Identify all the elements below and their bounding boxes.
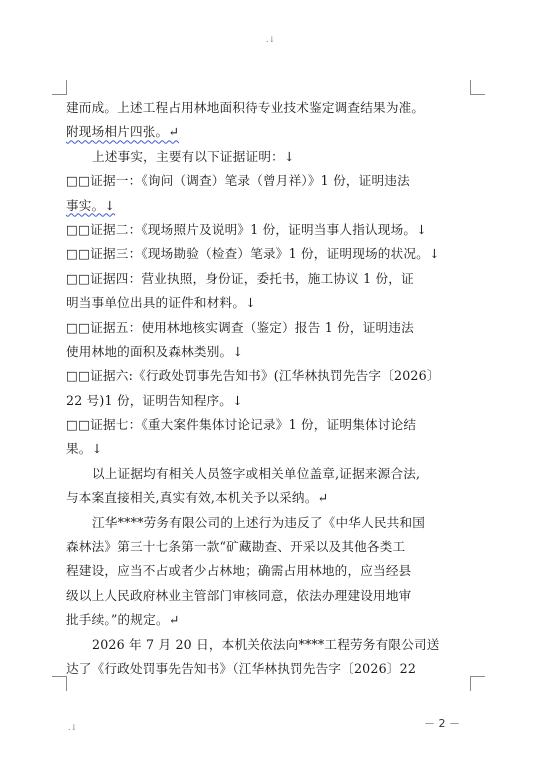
evidence-line: □□证据一：《询问（调查）笔录（曾月祥）》1 份，证明违法 <box>66 173 410 189</box>
evidence-line: □□证据六:《行政处罚事先告知书》(江华林执罚先告字〔2026〕 <box>66 368 440 384</box>
body-line: 事实。↓ <box>66 197 116 213</box>
body-line: 果。↓ <box>66 441 103 457</box>
header-paragraph-mark: .↓ <box>266 35 276 44</box>
evidence-line: □□证据四：营业执照，身份证，委托书，施工协议 1 份，证 <box>66 270 414 286</box>
body-line: 明当事单位出具的证件和材料。↓ <box>66 295 256 311</box>
body-line: 与本案直接相关,真实有效,本机关予以采纳。↵ <box>66 490 329 506</box>
body-line: 上述事实，主要有以下证据证明：↓ <box>92 148 295 164</box>
body-line: 级以上人民政府林业主管部门审核同意，依法办理建设用地审 <box>66 587 412 603</box>
evidence-line: □□证据二：《现场照片及说明》1 份，证明当事人指认现场。↓ <box>66 221 427 237</box>
evidence-line: □□证据三：《现场勘验（检查）笔录》1 份，证明现场的状况。↓ <box>66 246 440 262</box>
body-line: 附现场相片四张。↵ <box>66 124 180 140</box>
body-line: 达了《行政处罚事先告知书》（江华林执罚先告字〔2026〕22 <box>66 660 417 676</box>
crop-mark-bottom-left <box>52 676 67 691</box>
evidence-line: □□证据五：使用林地核实调查（鉴定）报告 1 份，证明违法 <box>66 319 414 335</box>
page-number: － 2 － <box>424 717 460 730</box>
document-body <box>66 96 474 681</box>
body-line: 2026 年 7 月 20 日，本机关依法向****工程劳务有限公司送 <box>92 636 440 652</box>
body-line: 使用林地的面积及森林类别。↓ <box>66 343 244 359</box>
body-line: 程建设，应当不占或者少占林地；确需占用林地的，应当经县 <box>66 563 412 579</box>
footer-paragraph-mark: .↓ <box>68 723 78 732</box>
body-line: 建而成。上述工程占用林地面积待专业技术鉴定调查结果为准。 <box>66 100 425 115</box>
body-line: 森林法》第三十七条第一款“矿藏勘查、开采以及其他各类工 <box>66 539 406 555</box>
body-line: 以上证据均有相关人员签字或相关单位盖章,证据来源合法, <box>92 465 421 481</box>
body-line: 22 号)1 份，证明告知程序。↓ <box>66 392 243 408</box>
crop-mark-top-right <box>470 80 485 95</box>
body-line: 批手续。”的规定。↵ <box>66 612 180 628</box>
body-line: 江华****劳务有限公司的上述行为违反了《中华人民共和国 <box>92 514 426 530</box>
crop-mark-top-left <box>52 80 67 95</box>
evidence-line: □□证据七：《重大案件集体讨论记录》1 份，证明集体讨论结 <box>66 417 417 433</box>
